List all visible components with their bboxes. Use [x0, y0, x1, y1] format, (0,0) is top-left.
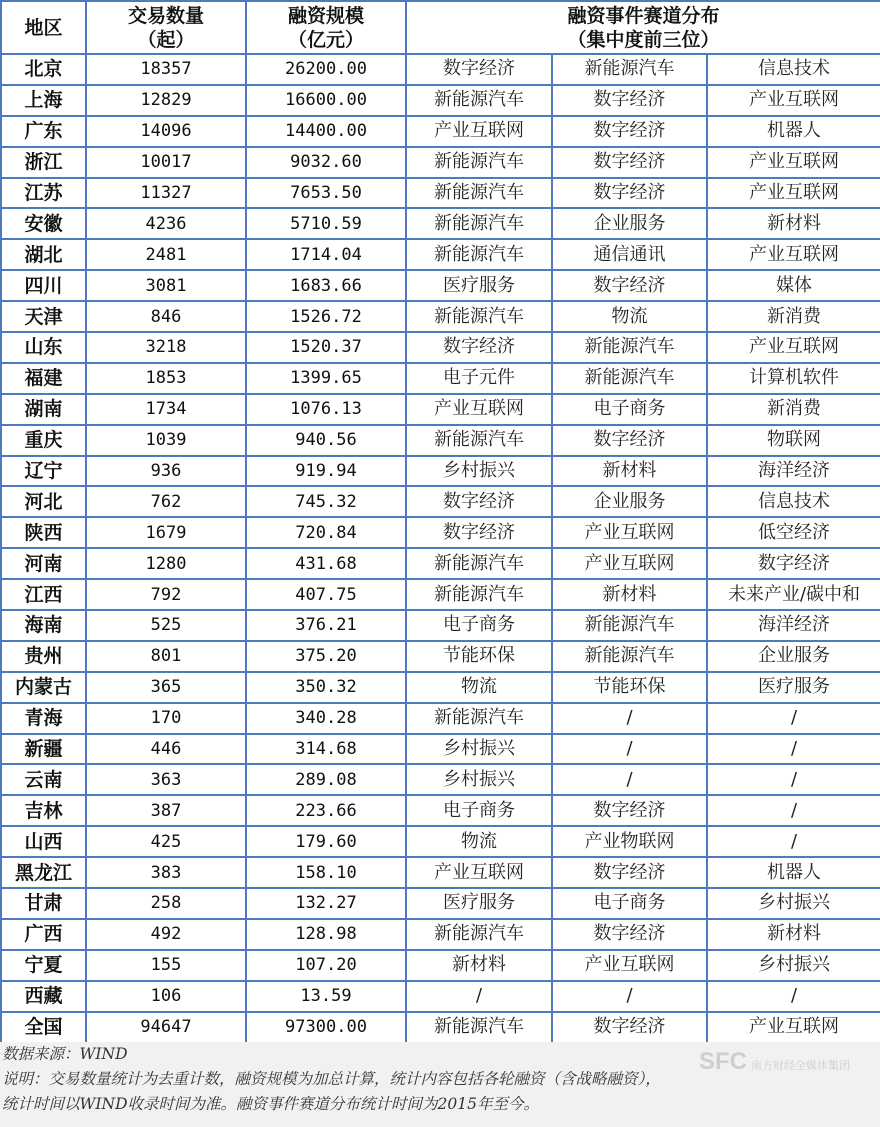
cell-deal-count: 94647 — [86, 1012, 246, 1043]
table-row — [1, 919, 880, 950]
cell-track-3: 企业服务 — [707, 641, 880, 672]
cell-deal-count: 363 — [86, 764, 246, 795]
table-row — [1, 147, 880, 178]
table-row — [1, 857, 880, 888]
cell-track-1: 数字经济 — [406, 332, 552, 363]
cell-financing-scale: 97300.00 — [246, 1012, 406, 1043]
cell-financing-scale: 223.66 — [246, 795, 406, 826]
cell-track-1: 产业互联网 — [406, 394, 552, 425]
cell-track-3: 产业互联网 — [707, 239, 880, 270]
table-row — [1, 888, 880, 919]
cell-track-1: 新材料 — [406, 950, 552, 981]
cell-financing-scale: 919.94 — [246, 456, 406, 487]
cell-region: 山西 — [1, 826, 86, 857]
cell-track-1: 新能源汽车 — [406, 85, 552, 116]
cell-deal-count: 425 — [86, 826, 246, 857]
table-row — [1, 116, 880, 147]
cell-track-1: 数字经济 — [406, 517, 552, 548]
cell-track-1: 新能源汽车 — [406, 147, 552, 178]
cell-track-1: 产业互联网 — [406, 116, 552, 147]
cell-track-3: / — [707, 764, 880, 795]
cell-region: 重庆 — [1, 425, 86, 456]
cell-track-1: 物流 — [406, 826, 552, 857]
cell-track-3: 产业互联网 — [707, 1012, 880, 1043]
cell-track-1: 数字经济 — [406, 54, 552, 85]
cell-region: 全国 — [1, 1012, 86, 1043]
cell-track-2: 新能源汽车 — [552, 641, 707, 672]
table-row — [1, 178, 880, 209]
cell-region: 天津 — [1, 301, 86, 332]
cell-region: 湖南 — [1, 394, 86, 425]
cell-track-3: / — [707, 795, 880, 826]
table-row — [1, 425, 880, 456]
cell-financing-scale: 431.68 — [246, 548, 406, 579]
cell-financing-scale: 1714.04 — [246, 239, 406, 270]
table-row — [1, 363, 880, 394]
cell-financing-scale: 132.27 — [246, 888, 406, 919]
cell-track-3: 产业互联网 — [707, 147, 880, 178]
table-row — [1, 950, 880, 981]
cell-track-3: 医疗服务 — [707, 672, 880, 703]
cell-track-1: 新能源汽车 — [406, 178, 552, 209]
cell-track-3: 海洋经济 — [707, 610, 880, 641]
cell-track-2: 产业互联网 — [552, 950, 707, 981]
cell-track-2: / — [552, 981, 707, 1012]
cell-track-2: / — [552, 734, 707, 765]
cell-region: 贵州 — [1, 641, 86, 672]
cell-track-3: 物联网 — [707, 425, 880, 456]
table-row — [1, 517, 880, 548]
cell-deal-count: 3218 — [86, 332, 246, 363]
cell-financing-scale: 407.75 — [246, 579, 406, 610]
cell-deal-count: 801 — [86, 641, 246, 672]
cell-deal-count: 446 — [86, 734, 246, 765]
cell-track-1: 新能源汽车 — [406, 1012, 552, 1043]
cell-track-1: 新能源汽车 — [406, 579, 552, 610]
cell-deal-count: 492 — [86, 919, 246, 950]
cell-track-3: / — [707, 734, 880, 765]
cell-deal-count: 11327 — [86, 178, 246, 209]
table-row — [1, 208, 880, 239]
cell-track-2: 数字经济 — [552, 116, 707, 147]
table-row — [1, 703, 880, 734]
cell-deal-count: 1039 — [86, 425, 246, 456]
cell-region: 辽宁 — [1, 456, 86, 487]
cell-track-3: 产业互联网 — [707, 85, 880, 116]
cell-financing-scale: 340.28 — [246, 703, 406, 734]
cell-track-2: 产业互联网 — [552, 517, 707, 548]
table-row — [1, 826, 880, 857]
cell-track-3: 乡村振兴 — [707, 950, 880, 981]
cell-region: 新疆 — [1, 734, 86, 765]
cell-track-3: / — [707, 826, 880, 857]
cell-region: 内蒙古 — [1, 672, 86, 703]
cell-deal-count: 792 — [86, 579, 246, 610]
table-row — [1, 486, 880, 517]
cell-track-3: 新消费 — [707, 394, 880, 425]
cell-track-3: 机器人 — [707, 857, 880, 888]
cell-track-1: 电子元件 — [406, 363, 552, 394]
cell-track-1: 电子商务 — [406, 795, 552, 826]
cell-financing-scale: 26200.00 — [246, 54, 406, 85]
cell-region: 河北 — [1, 486, 86, 517]
cell-deal-count: 525 — [86, 610, 246, 641]
cell-financing-scale: 14400.00 — [246, 116, 406, 147]
cell-deal-count: 106 — [86, 981, 246, 1012]
cell-track-3: 乡村振兴 — [707, 888, 880, 919]
table-row — [1, 1012, 880, 1043]
cell-track-2: 数字经济 — [552, 919, 707, 950]
cell-deal-count: 846 — [86, 301, 246, 332]
cell-financing-scale: 375.20 — [246, 641, 406, 672]
cell-track-1: 节能环保 — [406, 641, 552, 672]
cell-track-2: 数字经济 — [552, 425, 707, 456]
cell-track-1: 产业互联网 — [406, 857, 552, 888]
table-row — [1, 641, 880, 672]
cell-deal-count: 762 — [86, 486, 246, 517]
cell-track-1: 新能源汽车 — [406, 301, 552, 332]
table-row — [1, 672, 880, 703]
data-source: 数据来源：WIND — [2, 1045, 128, 1063]
cell-track-1: 新能源汽车 — [406, 425, 552, 456]
cell-deal-count: 1734 — [86, 394, 246, 425]
cell-track-2: 新能源汽车 — [552, 610, 707, 641]
cell-financing-scale: 1526.72 — [246, 301, 406, 332]
cell-track-2: 数字经济 — [552, 857, 707, 888]
table-row — [1, 54, 880, 85]
cell-region: 安徽 — [1, 208, 86, 239]
table-row — [1, 610, 880, 641]
cell-deal-count: 383 — [86, 857, 246, 888]
cell-deal-count: 14096 — [86, 116, 246, 147]
cell-region: 山东 — [1, 332, 86, 363]
cell-region: 黑龙江 — [1, 857, 86, 888]
cell-track-3: 新材料 — [707, 208, 880, 239]
cell-region: 云南 — [1, 764, 86, 795]
cell-track-3: / — [707, 981, 880, 1012]
cell-financing-scale: 179.60 — [246, 826, 406, 857]
cell-deal-count: 2481 — [86, 239, 246, 270]
cell-track-3: 新消费 — [707, 301, 880, 332]
cell-track-2: 数字经济 — [552, 178, 707, 209]
cell-financing-scale: 289.08 — [246, 764, 406, 795]
table-row — [1, 332, 880, 363]
cell-track-2: 电子商务 — [552, 888, 707, 919]
cell-track-3: 低空经济 — [707, 517, 880, 548]
table-row — [1, 270, 880, 301]
table-row — [1, 734, 880, 765]
note-line-1: 说明：交易数量统计为去重计数，融资规模为加总计算，统计内容包括各轮融资（含战略融资）， — [2, 1070, 661, 1088]
cell-deal-count: 1853 — [86, 363, 246, 394]
table-row — [1, 85, 880, 116]
cell-financing-scale: 1076.13 — [246, 394, 406, 425]
cell-region: 浙江 — [1, 147, 86, 178]
cell-track-3: 新材料 — [707, 919, 880, 950]
cell-track-1: 新能源汽车 — [406, 239, 552, 270]
cell-track-3: 机器人 — [707, 116, 880, 147]
cell-track-1: 乡村振兴 — [406, 764, 552, 795]
note-line-2: 统计时间以WIND收录时间为准。融资事件赛道分布统计时间为2015年至今。 — [2, 1095, 539, 1113]
cell-track-3: 海洋经济 — [707, 456, 880, 487]
cell-financing-scale: 7653.50 — [246, 178, 406, 209]
table-row — [1, 394, 880, 425]
cell-region: 广东 — [1, 116, 86, 147]
cell-financing-scale: 314.68 — [246, 734, 406, 765]
table-row — [1, 548, 880, 579]
cell-track-2: 数字经济 — [552, 795, 707, 826]
cell-deal-count: 1679 — [86, 517, 246, 548]
cell-region: 江苏 — [1, 178, 86, 209]
table-row — [1, 579, 880, 610]
cell-region: 上海 — [1, 85, 86, 116]
cell-region: 甘肃 — [1, 888, 86, 919]
cell-deal-count: 258 — [86, 888, 246, 919]
cell-region: 四川 — [1, 270, 86, 301]
cell-track-2: 产业物联网 — [552, 826, 707, 857]
cell-track-2: 企业服务 — [552, 208, 707, 239]
cell-financing-scale: 350.32 — [246, 672, 406, 703]
cell-track-1: 数字经济 — [406, 486, 552, 517]
cell-track-3: 未来产业/碳中和 — [707, 579, 880, 610]
cell-track-3: 计算机软件 — [707, 363, 880, 394]
cell-track-2: 数字经济 — [552, 85, 707, 116]
cell-track-3: 信息技术 — [707, 486, 880, 517]
cell-financing-scale: 13.59 — [246, 981, 406, 1012]
cell-track-3: 产业互联网 — [707, 178, 880, 209]
cell-track-1: 物流 — [406, 672, 552, 703]
cell-track-2: 数字经济 — [552, 270, 707, 301]
cell-track-2: 企业服务 — [552, 486, 707, 517]
cell-financing-scale: 940.56 — [246, 425, 406, 456]
cell-track-2: 物流 — [552, 301, 707, 332]
cell-track-2: / — [552, 764, 707, 795]
cell-region: 北京 — [1, 54, 86, 85]
cell-financing-scale: 9032.60 — [246, 147, 406, 178]
header-financing-scale: 融资规模 （亿元） — [246, 1, 406, 54]
cell-deal-count: 18357 — [86, 54, 246, 85]
cell-region: 江西 — [1, 579, 86, 610]
cell-financing-scale: 1520.37 — [246, 332, 406, 363]
cell-track-3: 数字经济 — [707, 548, 880, 579]
cell-region: 宁夏 — [1, 950, 86, 981]
header-track-distribution: 融资事件赛道分布 （集中度前三位） — [406, 1, 880, 54]
cell-track-2: 产业互联网 — [552, 548, 707, 579]
cell-track-1: 电子商务 — [406, 610, 552, 641]
cell-track-2: 电子商务 — [552, 394, 707, 425]
cell-deal-count: 1280 — [86, 548, 246, 579]
cell-track-2: 新能源汽车 — [552, 332, 707, 363]
cell-financing-scale: 376.21 — [246, 610, 406, 641]
cell-track-2: 节能环保 — [552, 672, 707, 703]
table-row — [1, 795, 880, 826]
cell-track-1: 乡村振兴 — [406, 734, 552, 765]
cell-financing-scale: 158.10 — [246, 857, 406, 888]
table-row — [1, 456, 880, 487]
cell-track-1: 医疗服务 — [406, 888, 552, 919]
cell-deal-count: 387 — [86, 795, 246, 826]
watermark-org: 南方财经全媒体集团 — [751, 1060, 850, 1072]
table-row — [1, 239, 880, 270]
cell-track-2: 新材料 — [552, 579, 707, 610]
cell-track-2: 数字经济 — [552, 147, 707, 178]
cell-track-1: 新能源汽车 — [406, 548, 552, 579]
cell-track-2: 新能源汽车 — [552, 54, 707, 85]
cell-deal-count: 170 — [86, 703, 246, 734]
cell-deal-count: 10017 — [86, 147, 246, 178]
cell-track-3: 媒体 — [707, 270, 880, 301]
cell-track-1: 新能源汽车 — [406, 208, 552, 239]
cell-track-2: 新材料 — [552, 456, 707, 487]
cell-financing-scale: 720.84 — [246, 517, 406, 548]
cell-deal-count: 4236 — [86, 208, 246, 239]
cell-deal-count: 365 — [86, 672, 246, 703]
cell-track-2: 数字经济 — [552, 1012, 707, 1043]
table-header-row — [1, 1, 880, 54]
cell-track-1: / — [406, 981, 552, 1012]
cell-deal-count: 155 — [86, 950, 246, 981]
watermark-logo: SFC — [699, 1048, 747, 1075]
cell-region: 海南 — [1, 610, 86, 641]
cell-deal-count: 936 — [86, 456, 246, 487]
cell-financing-scale: 1399.65 — [246, 363, 406, 394]
cell-region: 青海 — [1, 703, 86, 734]
cell-track-3: 信息技术 — [707, 54, 880, 85]
cell-region: 福建 — [1, 363, 86, 394]
cell-financing-scale: 5710.59 — [246, 208, 406, 239]
cell-financing-scale: 107.20 — [246, 950, 406, 981]
cell-track-2: 新能源汽车 — [552, 363, 707, 394]
cell-region: 西藏 — [1, 981, 86, 1012]
cell-track-1: 新能源汽车 — [406, 919, 552, 950]
cell-region: 陕西 — [1, 517, 86, 548]
cell-track-2: 通信通讯 — [552, 239, 707, 270]
cell-region: 吉林 — [1, 795, 86, 826]
cell-track-1: 新能源汽车 — [406, 703, 552, 734]
cell-deal-count: 12829 — [86, 85, 246, 116]
cell-track-3: / — [707, 703, 880, 734]
table-row — [1, 764, 880, 795]
cell-region: 湖北 — [1, 239, 86, 270]
cell-region: 广西 — [1, 919, 86, 950]
cell-region: 河南 — [1, 548, 86, 579]
cell-track-3: 产业互联网 — [707, 332, 880, 363]
sfc-watermark — [699, 1048, 850, 1076]
cell-financing-scale: 745.32 — [246, 486, 406, 517]
cell-track-1: 乡村振兴 — [406, 456, 552, 487]
cell-track-2: / — [552, 703, 707, 734]
table-row — [1, 301, 880, 332]
cell-financing-scale: 16600.00 — [246, 85, 406, 116]
cell-financing-scale: 1683.66 — [246, 270, 406, 301]
cell-financing-scale: 128.98 — [246, 919, 406, 950]
cell-deal-count: 3081 — [86, 270, 246, 301]
cell-track-1: 医疗服务 — [406, 270, 552, 301]
table-row — [1, 981, 880, 1012]
header-deal-count: 交易数量 （起） — [86, 1, 246, 54]
header-region: 地区 — [1, 1, 86, 54]
table-body — [1, 54, 880, 1043]
